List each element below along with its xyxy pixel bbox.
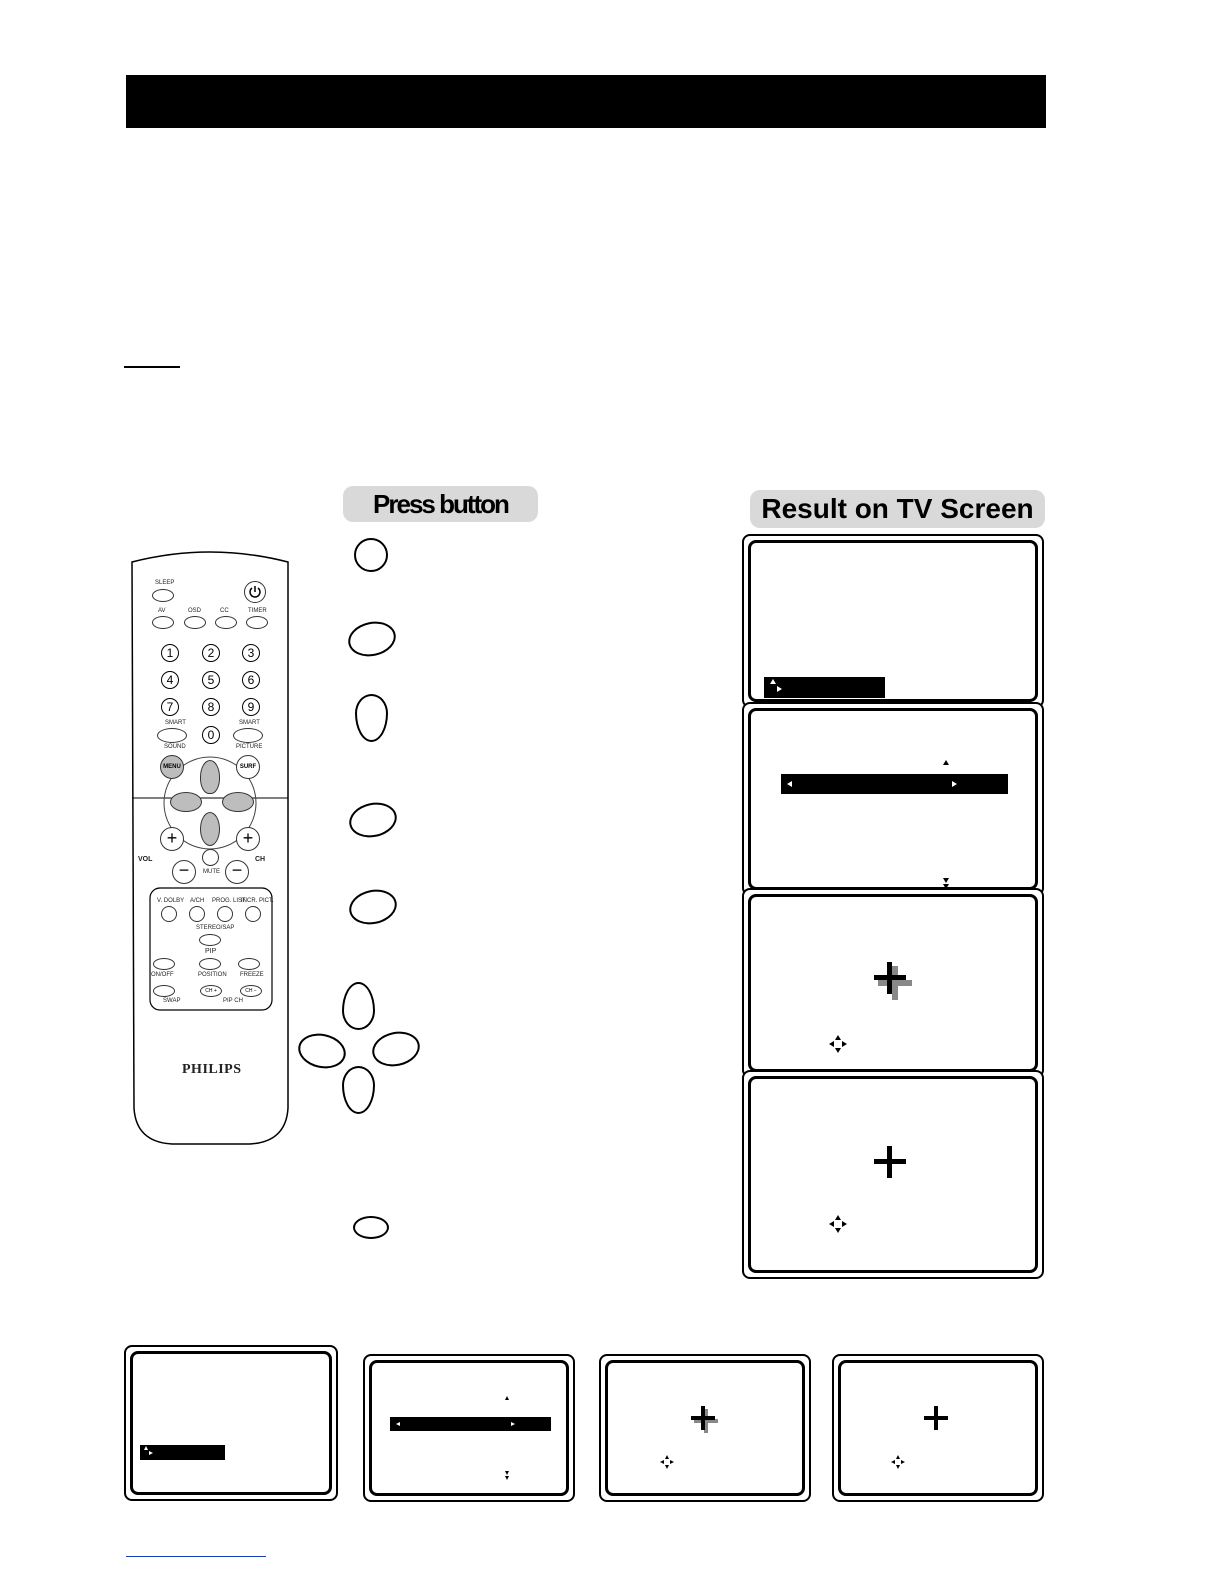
- smart-picture-key[interactable]: [233, 728, 263, 743]
- result-header: Result on TV Screen: [750, 490, 1045, 528]
- smart-sound-label-top: SMART: [165, 720, 186, 726]
- vol-plus-key[interactable]: +: [160, 827, 184, 851]
- cursor-up-button-icon: [342, 982, 375, 1030]
- av-key[interactable]: [152, 616, 174, 629]
- prog-list-key[interactable]: [217, 906, 233, 922]
- av-label: AV: [158, 608, 166, 614]
- cursor-down-key[interactable]: [200, 812, 220, 846]
- arrow-up-icon: [144, 1446, 148, 1450]
- cursor-right-button-icon: [369, 1027, 423, 1070]
- cursor-down-button-icon: [355, 694, 388, 742]
- smart-sound-key[interactable]: [157, 728, 187, 743]
- smart-picture-label-bottom: PICTURE: [236, 744, 263, 750]
- arrow-right-icon: [952, 781, 957, 787]
- ch-minus-key[interactable]: −: [225, 860, 249, 884]
- vol-minus-key[interactable]: −: [172, 860, 196, 884]
- four-way-arrow-icon: [828, 1034, 848, 1054]
- brand-logo: PHILIPS: [182, 1062, 242, 1077]
- v-dolby-label: V. DOLBY: [157, 898, 185, 904]
- remote-body: [130, 548, 292, 1148]
- position-cross-icon: [874, 962, 906, 994]
- ch-plus-key[interactable]: +: [236, 827, 260, 851]
- tv-screen-1: [742, 534, 1044, 708]
- osd-key[interactable]: [184, 616, 206, 629]
- tv-screen-2: [742, 702, 1044, 896]
- pip-label: PIP: [205, 948, 217, 955]
- cursor-right-button-icon: [345, 617, 399, 660]
- surf-key[interactable]: SURF: [236, 755, 260, 779]
- highlight-bar: [390, 1417, 551, 1431]
- smart-sound-label-bottom: SOUND: [164, 744, 186, 750]
- title-bar: [126, 75, 1046, 128]
- osd-label: OSD: [188, 608, 202, 614]
- digit-3-key[interactable]: 3: [242, 644, 260, 662]
- digit-2-key[interactable]: 2: [202, 644, 220, 662]
- cc-key[interactable]: [215, 616, 237, 629]
- menu-button-icon: [354, 538, 388, 572]
- pip-position-key[interactable]: [199, 958, 221, 970]
- note-underline: [124, 366, 180, 368]
- pip-ch-plus-key[interactable]: CH +: [200, 985, 222, 997]
- timer-key[interactable]: [246, 616, 268, 629]
- pip-ch-label: PIP CH: [223, 998, 243, 1004]
- press-button-header: Press button: [343, 486, 538, 522]
- vol-label: VOL: [138, 856, 153, 863]
- mute-key[interactable]: [202, 849, 219, 866]
- cursor-left-key[interactable]: [170, 792, 202, 812]
- digit-4-key[interactable]: 4: [161, 671, 179, 689]
- ach-label: A/CH: [190, 898, 205, 904]
- pip-freeze-key[interactable]: [238, 958, 260, 970]
- incr-pict-key[interactable]: [245, 906, 261, 922]
- thumbnail-screen-3: [599, 1354, 811, 1502]
- digit-9-key[interactable]: 9: [242, 698, 260, 716]
- sleep-label: SLEEP: [155, 580, 175, 586]
- position-cross-icon: [924, 1406, 948, 1430]
- cursor-right-button-icon: [346, 798, 400, 841]
- thumbnail-screen-2: [363, 1354, 575, 1502]
- digit-1-key[interactable]: 1: [161, 644, 179, 662]
- swap-label: SWAP: [163, 998, 181, 1004]
- arrow-down-icon: [943, 878, 949, 883]
- highlight-bar: [764, 677, 885, 698]
- timer-label: TIMER: [248, 608, 267, 614]
- four-way-arrow-icon: [828, 1214, 848, 1234]
- incr-pict-label: INCR. PICT.: [241, 898, 274, 904]
- pip-ch-minus-key[interactable]: CH −: [240, 985, 262, 997]
- power-icon: [248, 585, 262, 599]
- pip-on-off-key[interactable]: [153, 958, 175, 970]
- status-exit-button-icon: [353, 1216, 389, 1239]
- prog-list-label: PROG. LIST: [212, 898, 246, 904]
- thumbnail-screen-4: [832, 1354, 1044, 1502]
- arrow-right-icon: [511, 1422, 515, 1426]
- freeze-label: FREEZE: [240, 972, 264, 978]
- tv-screen-frame: [130, 1351, 332, 1495]
- digit-7-key[interactable]: 7: [161, 698, 179, 716]
- four-way-arrow-icon: [659, 1454, 675, 1470]
- ach-key[interactable]: [189, 906, 205, 922]
- digit-0-key[interactable]: 0: [202, 726, 220, 744]
- tv-screen-3: [742, 888, 1044, 1078]
- cursor-right-button-icon: [346, 885, 400, 928]
- position-cross-icon: [691, 1406, 715, 1430]
- arrow-down-icon: [505, 1476, 509, 1480]
- cc-label: CC: [220, 608, 229, 614]
- digit-8-key[interactable]: 8: [202, 698, 220, 716]
- cursor-right-key[interactable]: [222, 792, 254, 812]
- on-off-label: ON/OFF: [151, 972, 174, 978]
- arrow-left-icon: [396, 1422, 400, 1426]
- cursor-left-button-icon: [295, 1029, 349, 1072]
- stereo-sap-key[interactable]: [199, 934, 221, 946]
- mute-label: MUTE: [203, 869, 220, 875]
- tv-screen-4: [742, 1070, 1044, 1279]
- tv-screen-frame: [748, 708, 1038, 890]
- highlight-bar: [781, 774, 1008, 794]
- arrow-left-icon: [787, 781, 792, 787]
- digit-5-key[interactable]: 5: [202, 671, 220, 689]
- arrow-up-icon: [943, 760, 949, 765]
- arrow-right-icon: [777, 686, 782, 692]
- four-way-arrow-icon: [890, 1454, 906, 1470]
- ch-label: CH: [255, 856, 266, 863]
- swap-key[interactable]: [153, 985, 175, 997]
- v-dolby-key[interactable]: [161, 906, 177, 922]
- position-cross-icon: [874, 1146, 906, 1178]
- sleep-key[interactable]: [152, 589, 174, 602]
- smart-picture-label-top: SMART: [239, 720, 260, 726]
- remote-control: [130, 548, 292, 1148]
- menu-key[interactable]: MENU: [160, 755, 184, 779]
- position-label: POSITION: [198, 972, 227, 978]
- cursor-down-button-icon: [342, 1066, 375, 1114]
- footer-link-underline[interactable]: [126, 1556, 266, 1557]
- arrow-down-icon: [505, 1471, 509, 1475]
- cursor-up-key[interactable]: [200, 760, 220, 794]
- stereo-sap-label: STEREO/SAP: [196, 925, 235, 931]
- digit-6-key[interactable]: 6: [242, 671, 260, 689]
- arrow-up-icon: [505, 1396, 509, 1400]
- arrow-right-icon: [149, 1451, 153, 1455]
- arrow-up-icon: [770, 679, 776, 684]
- thumbnail-screen-1: [124, 1345, 338, 1501]
